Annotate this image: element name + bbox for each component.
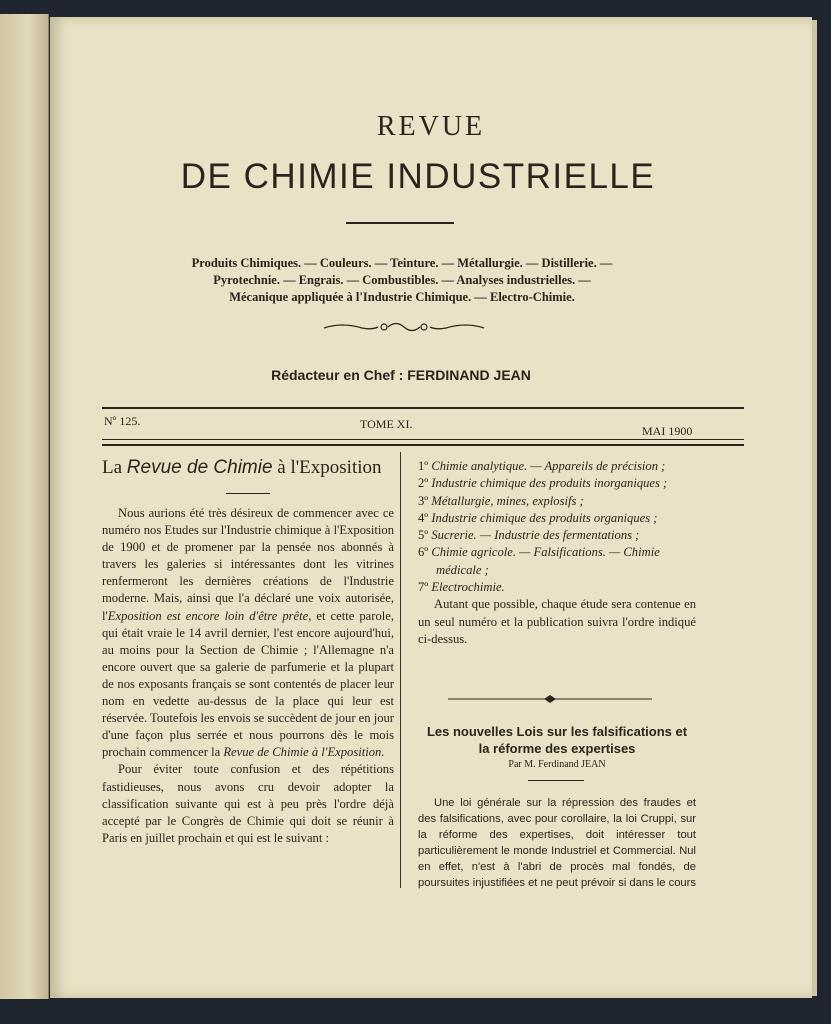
article2-body xyxy=(418,795,696,892)
issue-number: Nº 125. xyxy=(104,414,141,428)
list-item xyxy=(418,510,696,527)
article-title xyxy=(102,457,394,479)
subjects-line: Pyrotechnie. — Engrais. — Combustibles. — Analyses industrielles. — xyxy=(213,273,591,287)
column-divider xyxy=(400,452,401,888)
title-prefix: La xyxy=(102,457,123,478)
facing-page-edge xyxy=(0,14,49,999)
list-text: Sucrerie. — Industrie des fermentations ; xyxy=(431,528,640,543)
editor-line: Rédacteur en Chef : FERDINAND JEAN xyxy=(271,367,531,383)
list-num: 4º xyxy=(418,510,429,525)
list-item xyxy=(418,527,696,544)
list-num: 1º xyxy=(418,459,429,473)
text-run: Nous aurions été très désireux de commencer avec ce numéro nos Etudes sur l'Industrie chimique à l'Exposition de 1900 et de promener par la pensée nos abonnés à travers les galeries si intéressantes dont les vitrines renfermeront les dernières créations de l'Industrie moderne. Mais, ainsi que l'a déclaré une voix autorisée, l' xyxy=(102,506,394,623)
article2-title xyxy=(418,723,696,757)
ornament-flourish xyxy=(322,320,486,334)
title-suffix: à l'Exposition xyxy=(277,457,382,478)
title-line: la réforme des expertises xyxy=(478,741,636,756)
list-item xyxy=(418,475,696,492)
list-text: Métallurgie, mines, explosifs ; xyxy=(431,493,584,508)
list-item xyxy=(418,544,696,579)
section-separator xyxy=(448,694,652,704)
article2-byline: Par M. Ferdinand JEAN xyxy=(508,759,606,770)
subjects-line: Produits Chimiques. — Couleurs. — Teinture. — Métallurgie. — Distillerie. — xyxy=(191,256,613,270)
list-text: Industrie chimique des produits organiques ; xyxy=(431,510,658,525)
byline-rule xyxy=(528,780,584,781)
issue-tome: TOME XI. xyxy=(360,417,413,431)
list-item xyxy=(418,579,696,596)
list-text: Electrochimie. xyxy=(431,580,505,595)
text-run: , et cette parole, qui était vraie le 14 avril dernier, l'est encore aujourd'hui, au moins pour la Section de Chimie ; l'Allemagne n'a encore ouvert que sa galerie de parfumerie et la plupart de nos exposants français se sont contentés de placer leur nom en vedette au-dessus de la place qui leur est réservée. Toutefois les envois se succèdent de jour en jour d'une façon plus serrée et nous pourrons dès le mois prochain commencer la xyxy=(102,608,394,760)
title-rule xyxy=(226,493,270,494)
header-rule-mid xyxy=(102,439,744,440)
text-italic: Revue de Chimie à l'Exposition. xyxy=(223,745,385,760)
closing-paragraph: Autant que possible, chaque étude sera contenue en un seul numéro et la publication suivra l'ordre indiqué ci-dessus. xyxy=(418,597,696,646)
list-text: Chimie analytique. — Appareils de précision ; xyxy=(431,459,666,473)
masthead-rule xyxy=(346,222,454,224)
list-num: 5º xyxy=(418,528,429,543)
article-body xyxy=(102,505,394,847)
list-num: 7º xyxy=(418,580,429,595)
paragraph: Pour éviter toute confusion et des répétitions fastidieuses, nous avons cru devoir adopter la classification suivante qui est à peu près l'ordre déjà accepté par le Congrès de Chimie qui doit se réunir à Paris en juillet prochain et qui est le suivant : xyxy=(102,762,394,845)
paragraph xyxy=(102,505,394,761)
subjects-line: Mécanique appliquée à l'Industrie Chimique. — Electro-Chimie. xyxy=(229,290,575,304)
header-rule-bottom xyxy=(102,444,744,446)
list-num: 6º xyxy=(418,545,429,560)
list-num: 2º xyxy=(418,476,429,491)
journal-page xyxy=(50,17,812,998)
list-num: 3º xyxy=(418,493,429,508)
page-stack-edge xyxy=(812,20,817,996)
masthead-revue: REVUE xyxy=(376,111,486,142)
classification-list xyxy=(418,458,696,648)
title-line: Les nouvelles Lois sur les falsifications et xyxy=(426,724,688,739)
subjects-list xyxy=(102,255,702,306)
paragraph: Une loi générale sur la répression des fraudes et des falsifications, avec pour corollaire, la loi Cruppi, sur la réforme des expertises, doit intéresser tout particulièrement le monde Industriel et Commercial. Nul en effet, n'est à l'abri de procès mal fondés, de poursuites injustifiées et ne peut prévoir si dans le cours xyxy=(418,797,696,890)
header-rule-top xyxy=(102,407,744,409)
list-item xyxy=(418,458,696,475)
list-text: Chimie agricole. — Falsifications. — Chimie médicale ; xyxy=(431,545,660,577)
issue-date: MAI 1900 xyxy=(642,424,693,438)
text-italic: Exposition est encore loin d'être prête xyxy=(107,608,309,623)
masthead-title: DE CHIMIE INDUSTRIELLE xyxy=(180,157,656,196)
list-item xyxy=(418,493,696,510)
title-italic: Revue de Chimie xyxy=(126,457,273,478)
list-text: Industrie chimique des produits inorganiques ; xyxy=(431,476,668,491)
